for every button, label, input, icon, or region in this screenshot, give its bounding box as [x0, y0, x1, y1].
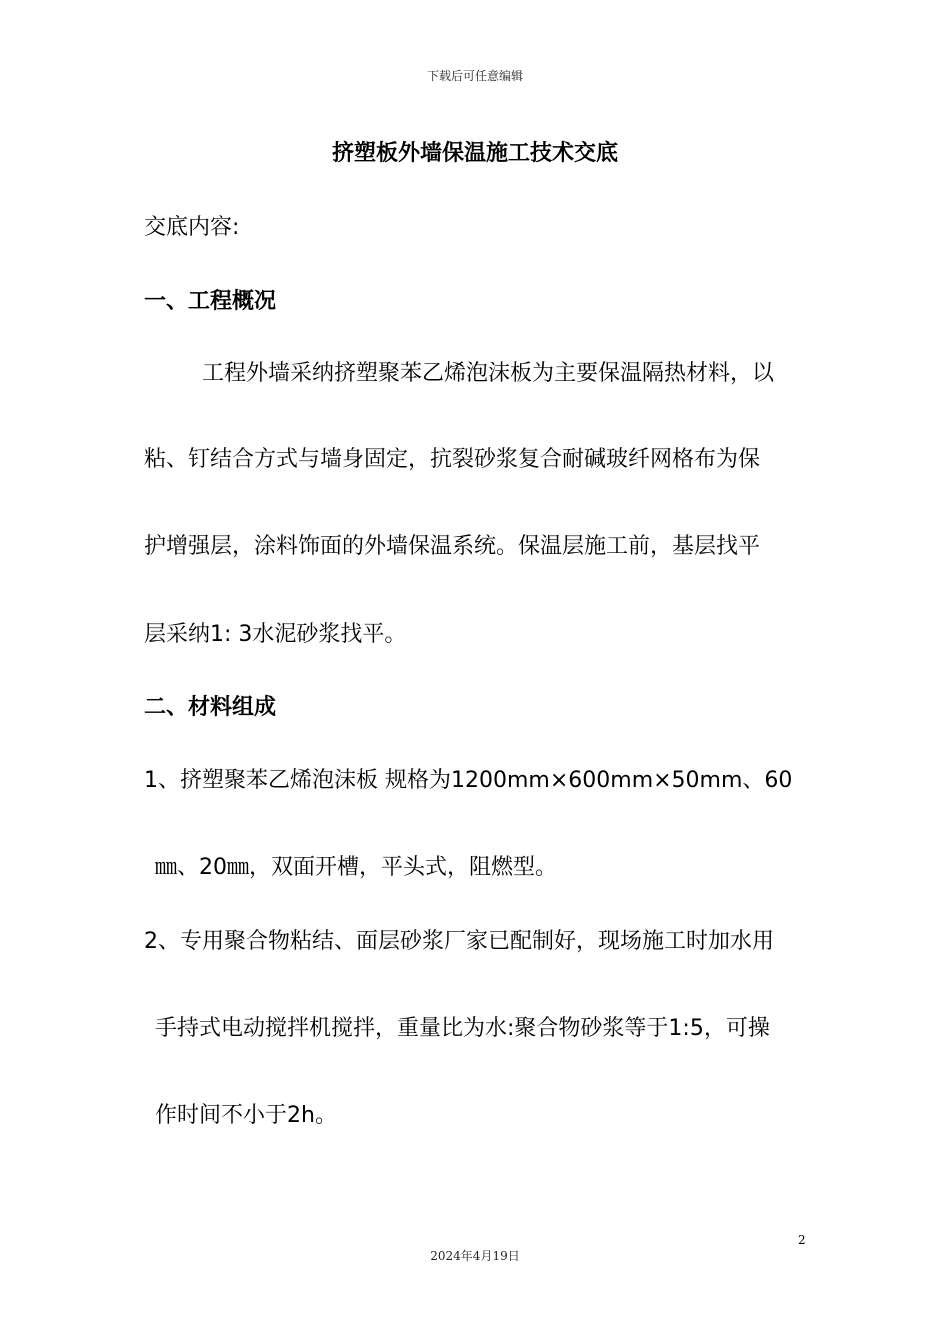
section1-heading: 一、工程概况: [144, 289, 277, 314]
item2-line-1: 2、专用聚合物粘结、面层砂浆厂家已配制好，现场施工时加水用: [144, 929, 774, 954]
header-note: 下载后可任意编辑: [426, 69, 523, 83]
section1-line-1: 工程外墙采纳挤塑聚苯乙烯泡沫板为主要保温隔热材料，以: [202, 361, 775, 386]
intro-label: 交底内容:: [144, 215, 240, 240]
item1-line-2: ㎜、20㎜，双面开槽，平头式，阻燃型。: [155, 855, 557, 880]
page-number: 2: [798, 1233, 806, 1247]
section1-line-4: 层采纳1: 3水泥砂浆找平。: [144, 622, 407, 647]
section1-line-2: 粘、钉结合方式与墙身固定，抗裂砂浆复合耐碱玻纤网格布为保: [144, 447, 761, 472]
item2-line-2: 手持式电动搅拌机搅拌，重量比为水:聚合物砂浆等于1:5，可操: [155, 1016, 770, 1041]
section1-line-3: 护增强层，涂料饰面的外墙保温系统。保温层施工前，基层找平: [144, 534, 761, 559]
item1-line-1: 1、挤塑聚苯乙烯泡沫板 规格为1200mm×600mm×50mm、60: [144, 768, 793, 793]
section2-heading: 二、材料组成: [144, 695, 277, 720]
item2-line-3: 作时间不小于2h。: [155, 1103, 337, 1128]
document-title: 挤塑板外墙保温施工技术交底: [331, 141, 618, 166]
footer-date: 2024年4月19日: [430, 1249, 520, 1263]
